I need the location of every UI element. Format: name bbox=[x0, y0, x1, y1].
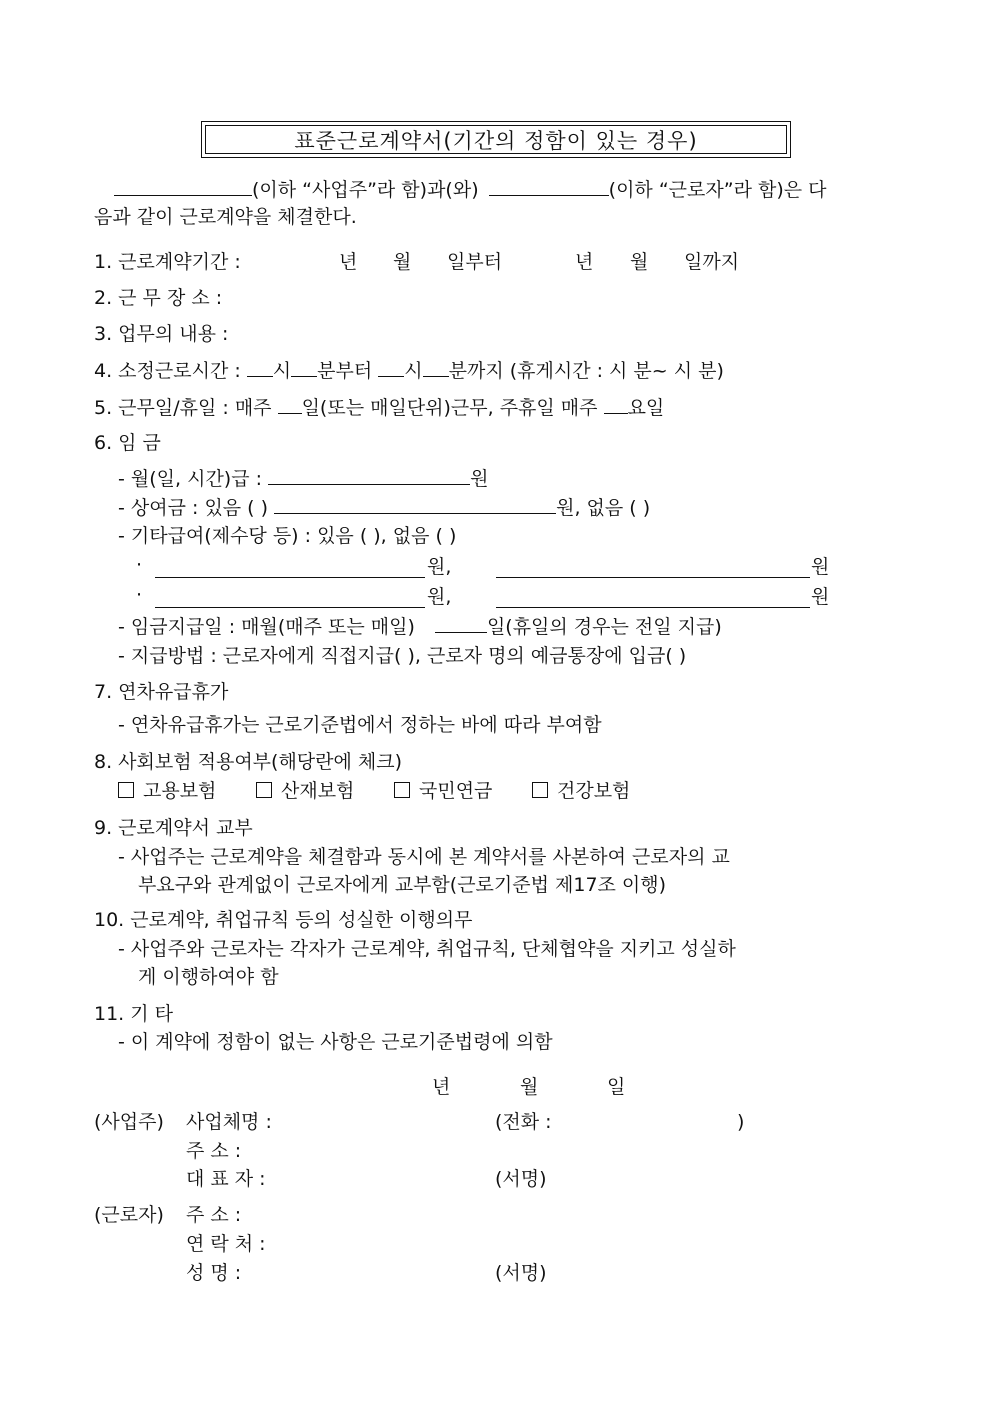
option-national-pension[interactable]: 국민연금 bbox=[394, 779, 532, 803]
other-pay-bullet-1: · bbox=[136, 554, 143, 576]
item-1-day-1: 일부터 bbox=[447, 251, 503, 273]
item-8-insurance: 8. 사회보험 적용여부(해당란에 체크) bbox=[94, 751, 403, 773]
other-pay-bullet-2: · bbox=[136, 584, 143, 606]
date-day: 일 bbox=[607, 1076, 626, 1098]
worker-name: 성 명 : bbox=[186, 1262, 242, 1284]
item-1-year-2: 년 bbox=[575, 251, 594, 273]
other-pay-won-2a: 원, bbox=[427, 586, 452, 608]
item-10-obligation: 10. 근로계약, 취업규칙 등의 성실한 이행의무 bbox=[94, 909, 473, 931]
intro-line-1 bbox=[114, 177, 826, 202]
checkbox-industrial[interactable] bbox=[256, 782, 272, 798]
employer-rep: 대 표 자 : bbox=[186, 1168, 266, 1190]
worker-address: 주 소 : bbox=[186, 1204, 242, 1226]
other-desc: - 이 계약에 정함이 없는 사항은 근로기준법령에 의함 bbox=[118, 1031, 553, 1053]
worker-contact: 연 락 처 : bbox=[186, 1233, 266, 1255]
employer-sign: (서명) bbox=[495, 1168, 547, 1190]
payment-method-line: - 지급방법 : 근로자에게 직접지급( ), 근로자 명의 예금통장에 입금( ) bbox=[118, 645, 687, 667]
break-time: (휴게시간 : 시 분~ 시 분) bbox=[509, 360, 724, 382]
item-1-year-1: 년 bbox=[339, 251, 358, 273]
holiday-blank[interactable] bbox=[604, 395, 628, 414]
option-employment-insurance[interactable]: 고용보험 bbox=[118, 779, 256, 803]
item-1-month-2: 월 bbox=[630, 251, 649, 273]
item-9-delivery: 9. 근로계약서 교부 bbox=[94, 817, 253, 839]
date-month: 월 bbox=[520, 1076, 539, 1098]
bonus-line: - 상여금 : 있음 ( ) 원, 없음 ( ) bbox=[118, 497, 651, 519]
item-4-hours: 4. 소정근로시간 : 시 분부터 시 분까지 (휴게시간 : 시 분~ 시 분) bbox=[94, 360, 724, 382]
item-6-wage: 6. 임 금 bbox=[94, 432, 161, 454]
item-1-month-1: 월 bbox=[393, 251, 412, 273]
end-hour-blank[interactable] bbox=[378, 358, 404, 377]
employer-address: 주 소 : bbox=[186, 1140, 242, 1162]
start-min-blank[interactable] bbox=[291, 358, 317, 377]
intro-text-2: (이하 “근로자”라 함)은 다 bbox=[608, 179, 827, 201]
employer-blank[interactable] bbox=[114, 177, 252, 196]
other-pay-blank-1b[interactable] bbox=[496, 555, 810, 578]
delivery-desc-1: - 사업주는 근로계약을 체결함과 동시에 본 계약서를 사본하여 근로자의 교 bbox=[118, 846, 730, 868]
bonus-blank[interactable] bbox=[274, 495, 556, 514]
wage-line: - 월(일, 시간)급 : 원 bbox=[118, 468, 489, 490]
intro-text-1: (이하 “사업주”라 함)과(와) bbox=[252, 179, 479, 201]
other-pay-blank-2b[interactable] bbox=[496, 585, 810, 608]
page-title: 표준근로계약서(기간의 정함이 있는 경우) bbox=[205, 125, 787, 154]
title-box bbox=[201, 121, 791, 158]
employer-phone-close: ) bbox=[737, 1111, 745, 1133]
date-year: 년 bbox=[432, 1076, 451, 1098]
item-5-workdays: 5. 근무일/휴일 : 매주 일(또는 매일단위)근무, 주휴일 매주 요일 bbox=[94, 397, 665, 419]
obligation-desc-1: - 사업주와 근로자는 각자가 근로계약, 취업규칙, 단체협약을 지키고 성실하 bbox=[118, 938, 736, 960]
worker-label: (근로자) bbox=[94, 1204, 164, 1226]
worker-blank[interactable] bbox=[489, 177, 609, 196]
checkbox-employment[interactable] bbox=[118, 782, 134, 798]
other-pay-blank-1a[interactable] bbox=[155, 555, 425, 578]
item-2-workplace: 2. 근 무 장 소 : bbox=[94, 287, 223, 309]
end-min-blank[interactable] bbox=[423, 358, 449, 377]
payday-blank[interactable] bbox=[435, 614, 487, 633]
other-pay-won-2b: 원 bbox=[811, 586, 830, 608]
item-1-label: 1. 근로계약기간 : bbox=[94, 251, 241, 273]
payday-line: - 임금지급일 : 매월(매주 또는 매일) 일(휴일의 경우는 전일 지급) bbox=[118, 616, 722, 638]
employer-company: 사업체명 : bbox=[186, 1111, 272, 1133]
other-pay-line: - 기타급여(제수당 등) : 있음 ( ), 없음 ( ) bbox=[118, 525, 457, 547]
checkbox-pension[interactable] bbox=[394, 782, 410, 798]
item-3-duties: 3. 업무의 내용 : bbox=[94, 323, 229, 345]
start-hour-blank[interactable] bbox=[247, 358, 273, 377]
delivery-desc-2: 부요구와 관계없이 근로자에게 교부함(근로기준법 제17조 이행) bbox=[138, 874, 667, 896]
obligation-desc-2: 게 이행하여야 함 bbox=[138, 966, 279, 988]
employer-phone: (전화 : bbox=[495, 1111, 552, 1133]
annual-leave-desc: - 연차유급휴가는 근로기준법에서 정하는 바에 따라 부여함 bbox=[118, 714, 602, 736]
other-pay-won-1b: 원 bbox=[811, 556, 830, 578]
option-industrial-accident[interactable]: 산재보험 bbox=[256, 779, 394, 803]
employer-label: (사업주) bbox=[94, 1111, 164, 1133]
other-pay-won-1a: 원, bbox=[427, 556, 452, 578]
item-1-day-2: 일까지 bbox=[684, 251, 740, 273]
item-7-annual-leave: 7. 연차유급휴가 bbox=[94, 681, 229, 703]
worker-sign: (서명) bbox=[495, 1262, 547, 1284]
item-11-other: 11. 기 타 bbox=[94, 1003, 174, 1025]
wage-blank[interactable] bbox=[268, 466, 470, 485]
workdays-blank[interactable] bbox=[278, 395, 302, 414]
other-pay-blank-2a[interactable] bbox=[155, 585, 425, 608]
option-health-insurance[interactable]: 건강보험 bbox=[532, 779, 630, 803]
checkbox-health[interactable] bbox=[532, 782, 548, 798]
insurance-options bbox=[118, 779, 630, 803]
intro-line-2: 음과 같이 근로계약을 체결한다. bbox=[94, 206, 357, 228]
